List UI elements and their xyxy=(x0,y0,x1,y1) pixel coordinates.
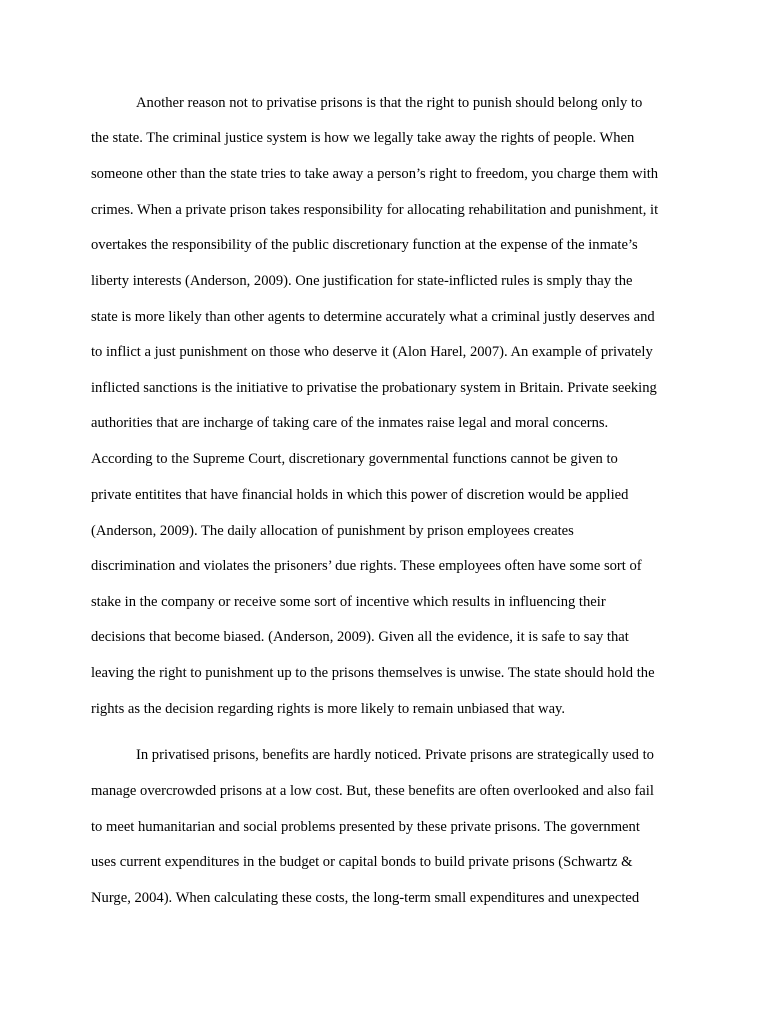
text-line: authorities that are incharge of taking care of the inmates raise legal and moral concerns. xyxy=(91,415,609,431)
text-line: leaving the right to punishment up to the prisons themselves is unwise. The state should hold the xyxy=(91,665,655,681)
text-line: inflicted sanctions is the initiative to privatise the probationary system in Britain. Private seeking xyxy=(91,380,657,396)
text-line: stake in the company or receive some sort of incentive which results in influencing their xyxy=(91,594,606,610)
text-line: overtakes the responsibility of the public discretionary function at the expense of the inmate’s xyxy=(91,237,638,253)
text-line: uses current expenditures in the budget or capital bonds to build private prisons (Schwartz & xyxy=(91,854,633,870)
text-line: liberty interests (Anderson, 2009). One justification for state-inflicted rules is smply thay the xyxy=(91,273,633,289)
text-line: Nurge, 2004). When calculating these costs, the long-term small expenditures and unexpected xyxy=(91,890,640,906)
text-line: crimes. When a private prison takes responsibility for allocating rehabilitation and punishment, it xyxy=(91,202,659,218)
text-line: rights as the decision regarding rights is more likely to remain unbiased that way. xyxy=(91,701,566,717)
text-line: someone other than the state tries to take away a person’s right to freedom, you charge them with xyxy=(91,166,659,182)
text-line: to inflict a just punishment on those who deserve it (Alon Harel, 2007). An example of privately xyxy=(91,344,653,360)
text-line: to meet humanitarian and social problems presented by these private prisons. The government xyxy=(91,819,640,835)
text-line: the state. The criminal justice system is how we legally take away the rights of people. When xyxy=(91,130,635,146)
text-line: In privatised prisons, benefits are hardly noticed. Private prisons are strategically used to xyxy=(136,747,654,763)
text-line: According to the Supreme Court, discretionary governmental functions cannot be given to xyxy=(91,451,618,467)
text-line: decisions that become biased. (Anderson, 2009). Given all the evidence, it is safe to say that xyxy=(91,629,629,645)
text-line: (Anderson, 2009). The daily allocation of punishment by prison employees creates xyxy=(91,523,574,539)
text-line: private entitites that have financial holds in which this power of discretion would be applied xyxy=(91,487,629,503)
text-line: manage overcrowded prisons at a low cost. But, these benefits are often overlooked and also fail xyxy=(91,783,654,799)
text-line: discrimination and violates the prisoners’ due rights. These employees often have some sort of xyxy=(91,558,642,574)
text-line: state is more likely than other agents to determine accurately what a criminal justly deserves and xyxy=(91,309,655,325)
text-line: Another reason not to privatise prisons is that the right to punish should belong only to xyxy=(136,95,643,111)
